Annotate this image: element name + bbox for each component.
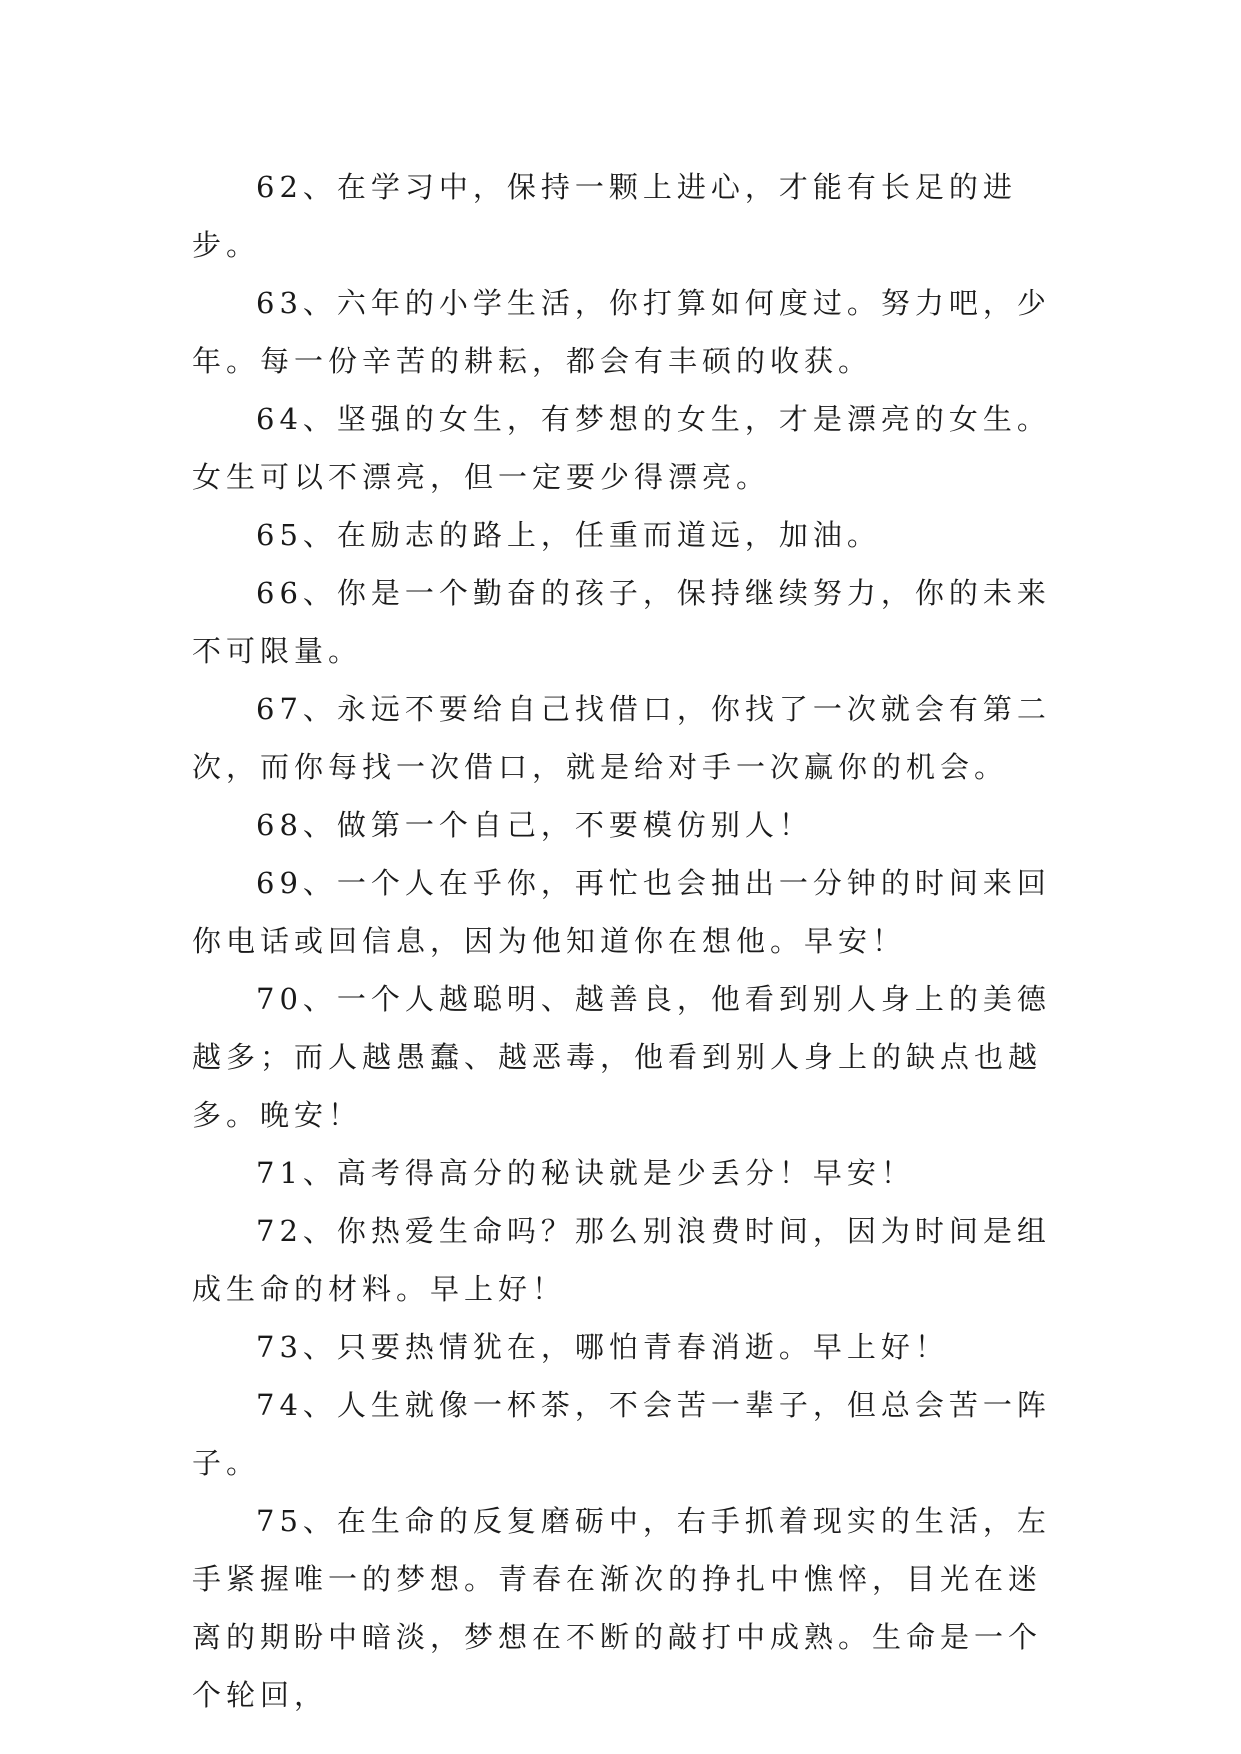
paragraph-73: 73、只要热情犹在，哪怕青春消逝。早上好！: [256, 1330, 949, 1364]
paragraph-67: 67、永远不要给自己找借口，你找了一次就会有第二次，而你每找一次借口，就是给对手一次赢你的机会。: [192, 692, 1051, 784]
paragraph-64: 64、坚强的女生，有梦想的女生，才是漂亮的女生。女生可以不漂亮，但一定要少得漂亮。: [192, 402, 1051, 494]
paragraph-71: 71、高考得高分的秘诀就是少丢分！早安！: [256, 1156, 915, 1190]
paragraph-62: 62、在学习中，保持一颗上进心，才能有长足的进步。: [192, 170, 1017, 262]
paragraph-70: 70、一个人越聪明、越善良，他看到别人身上的美德越多；而人越愚蠢、越恶毒，他看到别人身上的缺点也越多。晚安！: [192, 982, 1051, 1132]
document-body: [192, 158, 1062, 1724]
paragraph-72: 72、你热爱生命吗？那么别浪费时间，因为时间是组成生命的材料。早上好！: [192, 1214, 1051, 1306]
paragraph-74: 74、人生就像一杯茶，不会苦一辈子，但总会苦一阵子。: [192, 1388, 1051, 1480]
paragraph-69: 69、一个人在乎你，再忙也会抽出一分钟的时间来回你电话或回信息，因为他知道你在想他。早安！: [192, 866, 1051, 958]
paragraph-63: 63、六年的小学生活，你打算如何度过。努力吧，少年。每一份辛苦的耕耘，都会有丰硕的收获。: [192, 286, 1051, 378]
paragraph-68: 68、做第一个自己，不要模仿别人！: [256, 808, 813, 842]
paragraph-66: 66、你是一个勤奋的孩子，保持继续努力，你的未来不可限量。: [192, 576, 1051, 668]
paragraph-75: 75、在生命的反复磨砺中，右手抓着现实的生活，左手紧握唯一的梦想。青春在渐次的挣扎中憔悴，目光在迷离的期盼中暗淡，梦想在不断的敲打中成熟。生命是一个个轮回，: [192, 1504, 1051, 1712]
paragraph-65: 65、在励志的路上，任重而道远，加油。: [256, 518, 881, 552]
